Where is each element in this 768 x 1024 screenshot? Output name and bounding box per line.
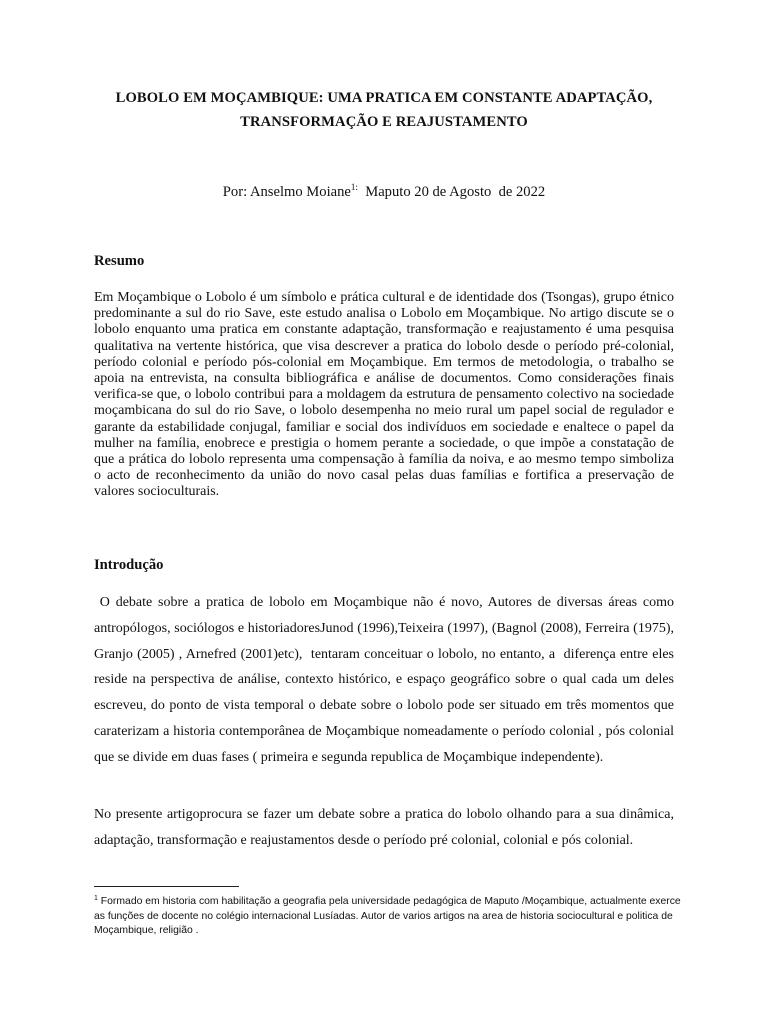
footnote-text: Formado em historia com habilitação a geografia pela universidade pedagógica de Maputo /Moçambique, actualmente exerce as funções de docente no colégio internacional Lusíadas. Autor de varios artigos na area de historia sociocultural e politica de Moçambique, religião . xyxy=(94,896,681,937)
abstract-text: Em Moçambique o Lobolo é um símbolo e prática cultural e de identidade dos (Tsongas), grupo étnico predominante a sul do rio Save, este estudo analisa o Lobolo em Moçambique. No artigo discute se o lobolo enquanto uma pratica em constante adaptação, transformação e reajustamento é uma pesquisa qualitativa na vertente histórica, que visa descrever a pratica do lobolo desde o período pré-colonial, período colonial e período pós-colonial em Moçambique. Em termos de metodologia, o trabalho se apoia na entrevista, na consulta bibliográfica e análise de documentos. Como considerações finais verifica-se que, o lobolo contribui para a moldagem da estrutura de pensamento colectivo na sociedade moçambicana do sul do rio Save, o lobolo desempenha no meio rural um papel social de regulador e garante da estabilidade conjugal, familiar e social dos indivíduos em sociedade e enaltece o papel da mulher na família, enobrece e prestigia o homem perante a sociedade, o que impõe a constatação de que a prática do lobolo representa uma compensação à família da noiva, e ao mesmo tempo simboliza o acto de reconhecimento da união do novo casal pelas duas famílias e fortifica a preservação de valores socioculturais. xyxy=(94,290,674,500)
abstract-heading: Resumo xyxy=(94,253,145,269)
footnote-reference: 1: xyxy=(350,182,358,192)
introduction-paragraph-1: O debate sobre a pratica de lobolo em Moçambique não é novo, Autores de diversas áreas como antropólogos, sociólogos e historiadoresJunod (1996),Teixeira (1997), (Bagnol (2008), Ferreira (1975), Granjo (2005) , Arnefred (2001)etc), tentaram conceituar o lobolo, no entanto, a diferença entre eles reside na perspectiva de análise, contexto histórico, e espaço geográfico sobre o qual cada um deles escreveu, do ponto de vista temporal o debate sobre o lobolo pode ser situado em três momentos que caraterizam a historia contemporânea de Moçambique nomeadamente o período colonial , pós colonial que se divide em duas fases ( primeira e segunda republica de Moçambique independente). xyxy=(94,595,678,765)
author-name: Por: Anselmo Moiane xyxy=(222,184,351,200)
place-and-date: Maputo 20 de Agosto de 2022 xyxy=(357,184,546,200)
paper-title-line-2: TRANSFORMAÇÃO E REAJUSTAMENTO xyxy=(240,114,528,130)
paper-title-line-1: LOBOLO EM MOÇAMBIQUE: UMA PRATICA EM CONSTANTE ADAPTAÇÃO, xyxy=(115,90,653,106)
footnote-separator xyxy=(94,886,239,887)
introduction-heading: Introdução xyxy=(94,557,164,573)
introduction-paragraph-2: No presente artigoprocura se fazer um debate sobre a pratica do lobolo olhando para a sua dinâmica, adaptação, transformação e reajustamentos desde o período pré colonial, colonial e pós colonial. xyxy=(94,807,674,848)
footnote-mark: 1 xyxy=(94,895,98,902)
author-byline xyxy=(60,182,708,201)
footnote xyxy=(94,892,684,939)
